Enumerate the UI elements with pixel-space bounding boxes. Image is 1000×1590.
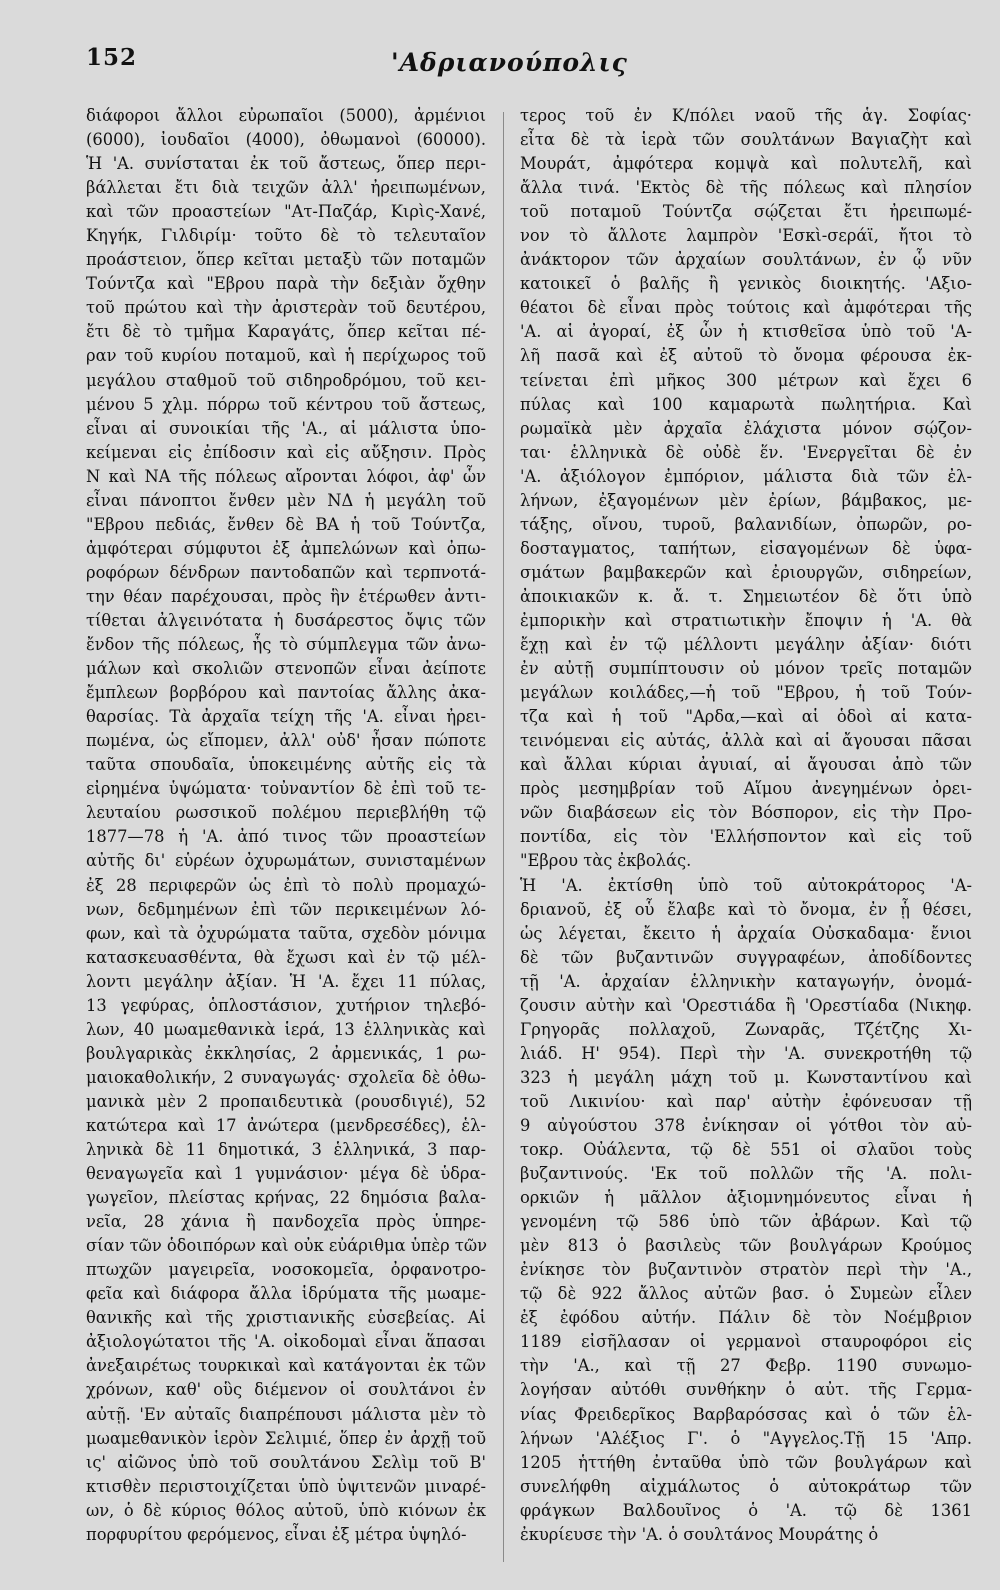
text-line: κατασκευασθέντα, θὰ ἔχωσι καὶ ἐν τῷ μέλ- [86,947,486,967]
text-line: γωγεῖον, πλείστας κρήνας, 22 δημόσια βαλα- [86,1188,486,1208]
text-line: ορκιῶν ἡ μᾶλλον ἀξιομνημόνευτος εἶναι ἡ [520,1188,972,1208]
text-line: πωμένα, ὡς εἴπομεν, ἀλλ' οὐδ' ἦσαν πώποτε [86,731,486,751]
text-line: ἀμφότεραι σύμφυτοι ἐξ ἀμπελώνων καὶ ὀπω- [86,538,486,558]
text-line: 1877—78 ἡ 'Α. ἀπό τινος τῶν προαστείων [86,827,486,847]
text-line: θεναγωγεῖα καὶ 1 γυμνάσιον· μέγα δὲ ὑδρα- [86,1164,486,1184]
text-line: κατώτερα καὶ 17 ἀνώτερα (μενδρεσέδες), ἑλ- [86,1115,486,1135]
text-line: 'Α. ἀξιόλογον ἐμπόριον, μάλιστα διὰ τῶν ἐλ- [520,466,972,486]
text-line: ἐν αὐτῇ συμπίπτουσιν οὐ μόνον τρεῖς ποταμῶν [520,659,972,679]
text-line: (6000), ἰουδαῖοι (4000), ὀθωμανοὶ (60000). [86,130,486,150]
text-line: νον τὸ ἄλλοτε λαμπρὸν 'Εσκὶ-σεράϊ, ἤτοι τὸ [520,226,972,246]
text-line: καὶ τῶν προαστείων "Ατ-Παζάρ, Κιρὶς-Χανέ, [86,202,486,222]
text-line: τοκρ. Οὐάλεντα, τῷ δὲ 551 οἱ σλαῦοι τοὺς [520,1140,972,1160]
text-line: ἐξ ἐφόδου αὐτήν. Πάλιν δὲ τὸν Νοέμβριον [520,1308,972,1328]
text-line: φράγκων Βαλδουῖνος ὁ 'Α. τῷ δὲ 1361 [520,1500,972,1520]
text-line: αὐτῆς δι' εὑρέων ὀχυρωμάτων, συνισταμένων [86,851,486,871]
page-number: 152 [86,44,138,71]
text-line: συνελήφθη αἰχμάλωτος ὁ αὐτοκράτωρ τῶν [520,1476,972,1496]
text-line: ἄλλα τινά. 'Εκτὸς δὲ τῆς πόλεως καὶ πλησίον [520,178,972,198]
text-line: ἀξιολογώτατοι τῆς 'Α. οἰκοδομαὶ εἶναι ἅπασαι [86,1332,486,1352]
text-line: "Εβρου τὰς ἐκβολάς. [520,851,692,871]
text-line: θέατοι δὲ εἶναι πρὸς τούτοις καὶ ἀμφότεραι τῆς [520,298,972,318]
text-line: "Εβρου πεδιάς, ἔνθεν δὲ ΒΑ ἡ τοῦ Τούντζα, [86,514,486,534]
text-line: βάλλεται ἔτι διὰ τειχῶν ἀλλ' ἠρειπωμένων, [86,178,486,198]
text-line: σίαν τῶν ὁδοιπόρων καὶ οὐκ εὐάριθμα ὑπὲρ τῶν [86,1236,488,1256]
text-line: δοσταγματος, ταπήτων, εἰσαγομένων δὲ ὑφα- [520,538,972,558]
text-line: τζα καὶ ἡ τοῦ "Αρδα,—καὶ αἱ ὁδοὶ αἱ κατα- [520,707,972,727]
text-line: τῷ δὲ 922 ἄλλος αὐτῶν βασ. ὁ Συμεὼν εἷλεν [520,1284,972,1304]
text-line: ζουσιν αὐτὴν καὶ 'Ορεστιάδα ἢ 'Ορεστίαδα (Νικηφ. [520,995,972,1015]
text-line: τεινόμεναι εἰς αὐτάς, ἀλλὰ καὶ αἱ ἄγουσαι πᾶσαι [520,731,972,751]
text-line: τοῦ ποταμοῦ Τούντζα σῴζεται ἔτι ἠρειπωμέ- [520,202,972,222]
running-title: 'Αδριανούπολις [391,48,628,77]
text-line: προάστειον, ὅπερ κεῖται μεταξὺ τῶν ποταμῶν [86,250,486,270]
text-line: ρωμαϊκὰ μὲν ἀρχαῖα ἐλάχιστα μόνον σῴζον- [520,418,972,438]
text-line: μωαμεθανικὸν ἱερὸν Σελιμιέ, ὅπερ ἐν ἀρχῇ τοῦ [86,1428,486,1448]
text-line: νεῖα, 28 χάνια ἢ πανδοχεῖα πρὸς ὑπηρε- [86,1212,486,1232]
text-line: ροφόρων δένδρων παντοδαπῶν καὶ τερπνοτά- [86,562,486,582]
page-header [86,44,970,94]
text-line: ις' αἰῶνος ὑπὸ τοῦ σουλτάνου Σελὶμ τοῦ Β' [86,1452,486,1472]
right-column [520,104,972,1547]
text-line: μάλων καὶ σκολιῶν στενοπῶν εἶναι ἀείποτε [86,659,486,679]
text-line: ληνικὰ δὲ 11 δημοτικά, 3 ἑλληνικά, 3 παρ- [86,1140,486,1160]
text-line: λήνων, ἐξαγομένων μὲν ἐρίων, βάμβακος, με- [520,490,972,510]
text-line: ραν τοῦ κυρίου ποταμοῦ, καὶ ἡ περίχωρος τοῦ [86,346,486,366]
text-line: νῶν διαβάσεων εἰς τὸν Βόσπορον, εἰς τὴν Προ- [520,803,972,823]
text-line: διάφοροι ἄλλοι εὐρωπαῖοι (5000), ἀρμένιοι [86,106,486,125]
text-line: 1205 ἡττήθη ἐνταῦθα ὑπὸ τῶν βουλγάρων καὶ [520,1452,972,1472]
text-line: ἐκυρίευσε τὴν 'Α. ὁ σουλτάνος Μουράτης ὁ [520,1524,879,1544]
text-line: πύλας καὶ 100 καμαρωτὰ πωλητήρια. Καὶ [520,394,972,414]
text-line: ται· ἑλληνικὰ δὲ οὐδὲ ἕν. 'Ενεργεῖται δὲ ἐν [520,442,972,462]
text-line: ποντίδα, εἰς τὸν 'Ελλήσποντον καὶ εἰς τοῦ [520,827,972,847]
text-line: κείμεναι εἰς ἐπίδοσιν καὶ εἰς αὔξησιν. Πρὸς [86,442,486,462]
text-line: δριανοῦ, ἐξ οὗ ἔλαβε καὶ τὸ ὄνομα, ἐν ᾗ θέσει, [520,899,972,919]
text-line: ἔνδον τῆς πόλεως, ἧς τὸ σύμπλεγμα τῶν ἀνω- [86,635,486,655]
text-line: φεῖα καὶ διάφορα ἄλλα ἱδρύματα τῆς μωαμε- [86,1284,486,1304]
text-line: γενομένη τῷ 586 ὑπὸ τῶν ἀβάρων. Καὶ τῷ [520,1212,972,1232]
text-line: ἀνεξαιρέτως τουρκικαὶ καὶ κατάγονται ἐκ τῶν [86,1356,486,1376]
text-line: σμάτων βαμβακερῶν καὶ ἐριουργῶν, σιδηρείων, [520,562,972,582]
text-line: νων, δεδμημένων ἐπὶ τῶν περικειμένων λό- [86,899,486,919]
text-line: ἔμπλεων βορβόρου καὶ παντοίας ἄλλης ἀκα- [86,683,486,703]
text-line: Ἡ 'Α. ἐκτίσθη ὑπὸ τοῦ αὐτοκράτορος 'Α- [520,875,972,895]
text-line: μεγάλων κοιλάδες,—ἡ τοῦ "Εβρου, ἡ τοῦ Τούν- [520,683,972,703]
text-line: 9 αὐγούστου 378 ἐνίκησαν οἱ γότθοι τὸν αὐ- [520,1115,972,1135]
text-line: μεγάλου σταθμοῦ τοῦ σιδηροδρόμου, τοῦ κει- [86,370,486,390]
text-line: λιάδ. Η' 954). Περὶ τὴν 'Α. συνεκροτήθη τῷ [520,1043,972,1063]
text-line: καὶ ἄλλαι κύριαι ἀγυιαί, αἱ ἄγουσαι ἀπὸ τῶν [520,755,972,775]
text-line: θαρσίας. Τὰ ἀρχαῖα τείχη τῆς 'Α. εἶναι ἠρει- [86,707,486,727]
text-line: χρόνων, καθ' οὓς διέμενον οἱ σουλτάνοι ἐν [86,1380,486,1400]
text-line: εἶτα δὲ τὰ ἱερὰ τῶν σουλτάνων Βαγιαζὴτ καὶ [520,130,972,150]
text-line: τάξης, οἴνου, τυροῦ, βαλανιδίων, ὀπωρῶν, ρο- [520,514,972,534]
text-line: λήνων 'Αλέξιος Γ'. ὁ "Αγγελος.Τῇ 15 'Απρ. [520,1428,972,1448]
text-line: δὲ τῶν βυζαντινῶν συγγραφέων, ἀποδίδοντες [520,947,972,967]
text-line: πτωχῶν μαγειρεῖα, νοσοκομεῖα, ὀρφανοτρο- [86,1260,486,1280]
text-line: πρὸς μεσημβρίαν τοῦ Αἵμου ἀνεγημένων ὀρει- [520,779,972,799]
text-line: μανικὰ μὲν 2 προπαιδευτικὰ (ρουσδιγιέ), 52 [86,1091,486,1111]
text-line: θανικῆς καὶ τῆς χριστιανικῆς εὐσεβείας. Αἱ [86,1308,486,1328]
text-line: κατοικεῖ ὁ βαλῆς ἢ γενικὸς διοικητής. 'Αξιο- [520,274,972,294]
text-line: ἔχῃ καὶ ἐν τῷ μέλλοντι μεγάλην ἀξίαν· διότι [520,635,972,655]
text-line: ἐξ 28 περιφερῶν ὡς ἐπὶ τὸ πολὺ προμαχώ- [86,875,486,895]
text-line: αὐτῇ. 'Εν αὐταῖς διαπρέπουσι μάλιστα μὲν τὸ [86,1404,486,1424]
text-line: λογήσαν αὐτόθι συνθήκην ὁ αὐτ. τῆς Γερμα- [520,1380,972,1400]
text-line: τίθεται ἀλγεινότατα ἡ δυσάρεστος ὄψις τῶν [86,610,486,630]
text-line: 13 γεφύρας, ὁπλοστάσιον, χυτήριον τηλεβό- [86,995,486,1015]
text-line: ὡς λέγεται, ἔκειτο ἡ ἀρχαία Οὐσκαδαμα· ἔνιοι [520,923,972,943]
text-line: ἐνίκησε τὸν βυζαντινὸν στρατὸν περὶ τὴν 'Α., [520,1260,972,1280]
text-line: μένου 5 χλμ. πόρρω τοῦ κέντρου τοῦ ἄστεως, [86,394,486,414]
text-line: ἐμπορικὴν καὶ στρατιωτικὴν ἔποψιν ἡ 'Α. θὰ [520,610,972,630]
text-line: τερος τοῦ ἐν Κ/πόλει ναοῦ τῆς ἁγ. Σοφίας· [520,106,972,125]
text-line: μὲν 813 ὁ βασιλεὺς τῶν βουλγάρων Κρούμος [520,1236,972,1256]
text-line: τὴν 'Α., καὶ τῇ 27 Φεβρ. 1190 συνωμο- [520,1356,972,1376]
text-line: λευταίου ρωσσικοῦ πολέμου περιεβλήθη τῷ [86,803,486,823]
text-line: ἔτι δὲ τὸ τμῆμα Καραγάτς, ὅπερ κεῖται πέ- [86,322,486,342]
text-line: κτισθὲν περιστοιχίζεται ὑπὸ ὑψιτενῶν μιναρέ- [86,1476,486,1496]
text-line: 'Α. αἱ ἀγοραί, ἐξ ὧν ἡ κτισθεῖσα ὑπὸ τοῦ 'Α- [520,322,972,342]
text-line: τείνεται ἐπὶ μῆκος 300 μέτρων καὶ ἔχει 6 [520,370,972,390]
text-line: Ἡ 'Α. συνίσταται ἐκ τοῦ ἄστεως, ὅπερ περι- [86,154,486,174]
text-line: βυζαντινούς. 'Εκ τοῦ πολλῶν τῆς 'Α. πολι- [520,1164,972,1184]
text-line: νίας Φρειδερῖκος Βαρβαρόσσας καὶ ὁ τῶν ἑλ- [520,1404,972,1424]
text-line: φων, καὶ τὰ ὀχυρώματα ταῦτα, σχεδὸν μόνιμα [86,923,486,943]
text-line: ταῦτα σπουδαῖα, ὑποκειμένης αὐτῆς εἰς τὰ [86,755,486,775]
text-line: Ν καὶ ΝΑ τῆς πόλεως αἴρονται λόφοι, ἀφ' ὧν [86,466,486,486]
text-line: τοῦ πρώτου καὶ τὴν ἀριστερὰν τοῦ δευτέρου, [86,298,486,318]
column-divider [503,112,504,1562]
text-line: ων, ὁ δὲ κύριος θόλος αὐτοῦ, ὑπὸ κιόνων ἐκ [86,1500,486,1520]
text-line: μαιοκαθολικήν, 2 συναγωγάς· σχολεῖα δὲ ὀθω- [86,1067,486,1087]
text-line: λων, 40 μωαμεθανικὰ ἱερά, 13 ἑλληνικὰς καὶ [86,1019,486,1039]
text-line: εἰρημένα ὑψώματα· τοὐναντίον δὲ ἐπὶ τοῦ τε- [86,779,486,799]
text-line: την θέαν παρέχουσαι, πρὸς ἣν ἑτέρωθεν ἀντι- [86,586,486,606]
text-line: ἀνάκτορον τῶν ἀρχαίων σουλτάνων, ἐν ᾧ νῦν [520,250,972,270]
text-line: εἶναι αἱ συνοικίαι τῆς 'Α., αἱ μάλιστα ὑπο- [86,418,486,438]
text-line: Τούντζα καὶ "Εβρου παρὰ τὴν δεξιὰν ὄχθην [86,274,486,294]
text-line: εἶναι πάνοπτοι ἔνθεν μὲν ΝΔ ἡ μεγάλη τοῦ [86,490,486,510]
text-line: λῆ πασᾶ καὶ ἐξ αὐτοῦ τὸ ὄνομα φέρουσα ἐκ- [520,346,972,366]
text-line: 323 ἡ μεγάλη μάχη τοῦ μ. Κωνσταντίνου καὶ [520,1067,972,1087]
left-column [86,104,486,1547]
text-line: βουλγαρικὰς ἐκκλησίας, 2 ἀρμενικάς, 1 ρω- [86,1043,486,1063]
text-line: Γρηγορᾶς πολλαχοῦ, Ζωναρᾶς, Τζέτζης Χι- [520,1019,972,1039]
text-line: τοῦ Λικινίου· καὶ παρ' αὐτὴν ἐφόνευσαν τῇ [520,1091,972,1111]
text-line: Μουράτ, ἀμφότερα κομψὰ καὶ πολυτελῆ, καὶ [520,154,972,174]
text-line: 1189 εἰσῆλασαν οἱ γερμανοὶ σταυροφόροι εἰς [520,1332,972,1352]
text-line: λοντι μεγάλην ἀξίαν. Ἡ 'Α. ἔχει 11 πύλας, [86,971,486,991]
text-line: ἀποικιακῶν κ. ἄ. τ. Σημειωτέον δὲ ὅτι ὑπὸ [520,586,972,606]
text-line: τῇ 'Α. ἀρχαίαν ἑλληνικὴν καταγωγήν, ὀνομά- [520,971,972,991]
text-line: Κηγήκ, Γιλδιρίμ· τοῦτο δὲ τὸ τελευταῖον [86,226,486,246]
text-line: πορφυρίτου φερόμενος, εἶναι ἐξ μέτρα ὑψηλό- [86,1524,467,1544]
